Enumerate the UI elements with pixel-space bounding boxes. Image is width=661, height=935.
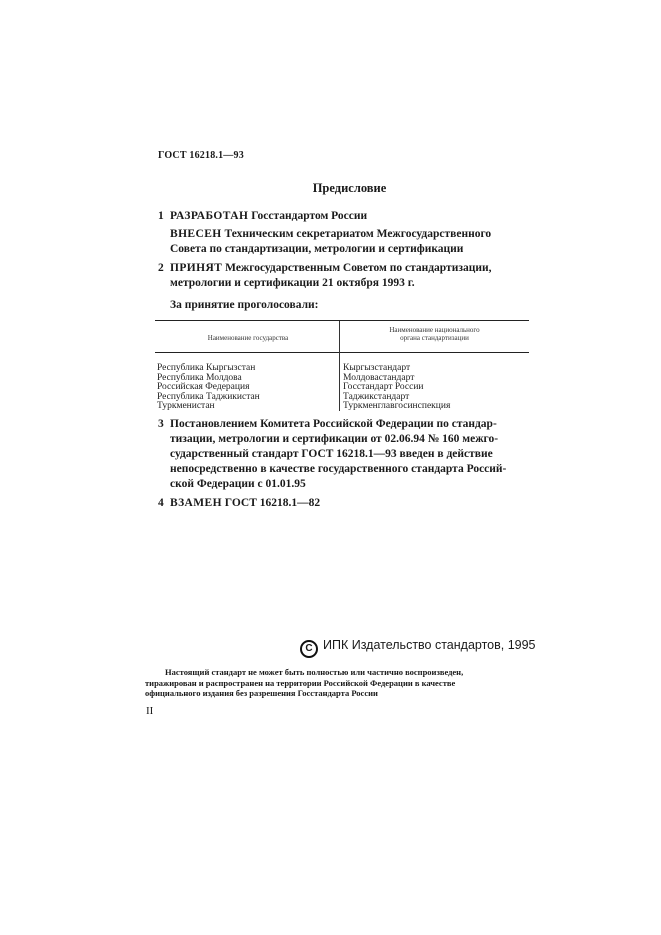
introduced-line1: Техническим секретариатом Межгосударственного [221,228,492,240]
section-2-keyword: ПРИНЯТ [170,262,223,274]
introduced-line2: Совета по стандартизации, метрологии и сертификации [170,243,464,255]
copyright-icon: С [300,640,318,658]
section-3-line3: сударственный стандарт ГОСТ 16218.1—93 введен в действие [170,448,493,460]
section-4 [158,496,528,511]
document-code: ГОСТ 16218.1—93 [158,150,244,161]
section-4-number: 4 [158,497,164,509]
bodies-column [343,364,450,412]
voted-caption: За принятие проголосовали: [170,299,319,311]
section-3-line2: тизации, метрологии и сертификации от 02.06.94 № 160 межго- [170,433,499,445]
table-cell-state: Республика Кыргызстан [157,363,256,373]
introduced-by [170,227,528,257]
section-4-keyword: ВЗАМЕН [170,497,222,509]
table-header-body-line2: органа стандартизации [400,334,469,342]
section-2-number: 2 [158,262,164,274]
table-cell-state: Республика Таджикистан [157,391,260,402]
copyright [300,638,536,658]
table-cell-body: Туркменглавгосинспекция [343,401,451,411]
table-header-body [340,326,529,342]
table-cell-state: Российская Федерация [157,382,250,392]
section-3 [158,417,528,492]
section-1-number: 1 [158,210,164,222]
table-cell-body: Кыргызстандарт [343,363,411,373]
page-title: Предисловие [312,181,387,195]
reproduction-notice [145,667,530,699]
table-cell-body: Молдовастандарт [343,372,415,383]
notice-line1: Настоящий стандарт не может быть полностью или частично воспроизведен, [165,667,464,677]
section-2-line1: Межгосударственным Советом по стандартизации, [222,262,492,274]
table-top-rule [155,320,529,321]
introduced-keyword: ВНЕСЕН [170,228,222,240]
table-cell-state: Туркменистан [157,401,215,411]
notice-line2: тиражирован и распространен на территории Российской Федерации в качестве [145,677,456,688]
section-3-line4: непосредственно в качестве государственного стандарта Россий- [170,463,507,475]
table-cell-body: Таджикстандарт [343,391,410,402]
section-1-keyword: РАЗРАБОТАН [170,210,249,222]
copyright-text: ИПК Издательство стандартов, 1995 [323,638,536,652]
table-header-rule [155,352,529,353]
section-1-text: Госстандартом России [248,210,368,222]
table-header-body-line1: Наименование национального [389,326,480,334]
section-1 [158,209,528,224]
section-3-number: 3 [158,418,164,430]
table-cell-state: Республика Молдова [157,372,242,383]
table-cell-body: Госстандарт России [343,382,424,392]
page-number: II [146,705,154,717]
section-2 [158,261,528,291]
notice-line3: официального издания без разрешения Госстандарта России [145,688,378,698]
section-4-text: ГОСТ 16218.1—82 [221,497,321,509]
states-column [157,364,260,412]
table-header-state: Наименование государства [207,334,289,342]
section-3-line5: ской Федерации с 01.01.95 [170,478,306,490]
section-2-line2: метрологии и сертификации 21 октября 1993 г. [170,277,415,289]
section-3-line1: Постановлением Комитета Российской Федерации по стандар- [170,418,497,430]
